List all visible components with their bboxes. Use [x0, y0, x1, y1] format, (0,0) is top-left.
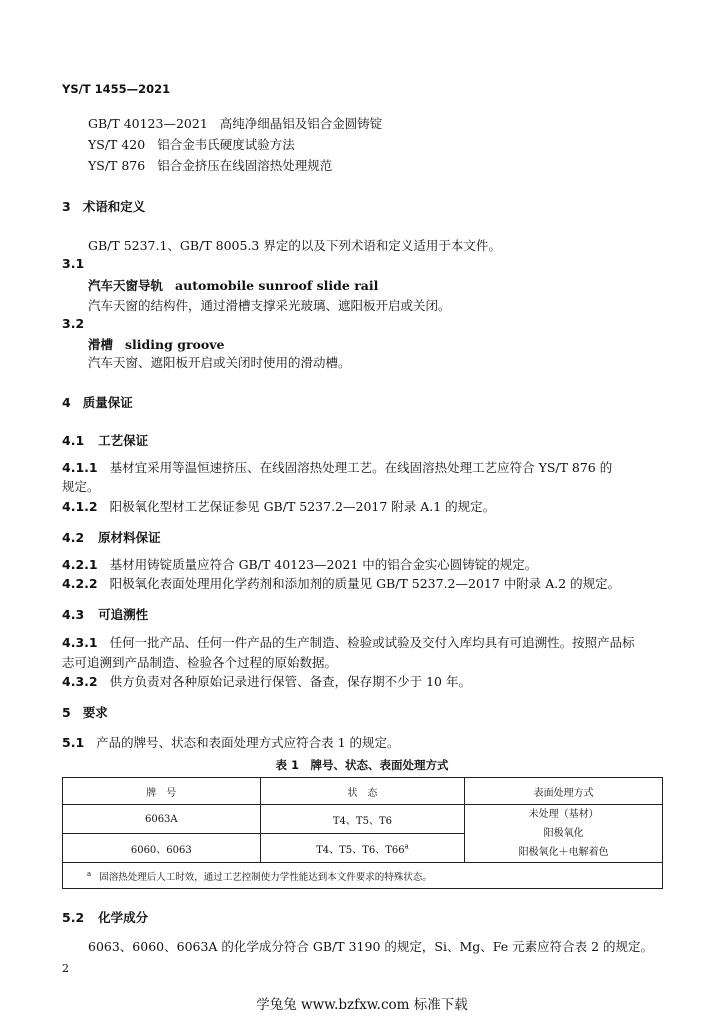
- surface-option: 阳极氧化: [543, 828, 584, 839]
- clause-text: 阳极氧化型材工艺保证参见 GB/T 5237.2—2017 附录 A.1 的规定。: [109, 499, 496, 514]
- subsection-4-2-heading: [62, 528, 161, 546]
- footnote-marker: a: [404, 842, 409, 851]
- term-chinese: 滑槽: [88, 337, 114, 352]
- reference-code: YS/T 876: [88, 158, 146, 173]
- table-note: [63, 863, 663, 889]
- term-3-2-definition: 汽车天窗、遮阳板开启或关闭时使用的滑动槽。: [88, 355, 351, 370]
- clause-number: 5.1: [62, 735, 85, 750]
- reference-line-2: [88, 135, 295, 153]
- page-number: 2: [62, 962, 69, 975]
- term-3-1-number: 3.1: [62, 256, 85, 271]
- term-english: automobile sunroof slide rail: [175, 278, 379, 293]
- clause-number: 4.1.1: [62, 460, 98, 475]
- clause-5-1: [62, 733, 400, 751]
- section-title: 质量保证: [82, 395, 133, 410]
- grade-cell: 6063A: [63, 805, 261, 834]
- table-1: [62, 777, 663, 889]
- clause-text: 产品的牌号、状态和表面处理方式应符合表 1 的规定。: [96, 735, 400, 750]
- clause-4-3-1-continuation: 志可追溯到产品制造、检验各个过程的原始数据。: [62, 655, 338, 670]
- column-header-temper: 状 态: [260, 778, 465, 805]
- clause-text: 任何一批产品、任何一件产品的生产制造、检验或试验及交付入库均具有可追溯性。按照产品标: [109, 635, 635, 650]
- table-1-title: 表 1 牌号、状态、表面处理方式: [275, 758, 449, 772]
- clause-text: 供方负责对各种原始记录进行保管、备查，保存期不少于 10 年。: [109, 674, 471, 689]
- subsection-number: 5.2: [62, 910, 85, 925]
- section-number: 4: [62, 395, 71, 410]
- clause-4-3-1: [62, 633, 635, 651]
- section-3-intro: GB/T 5237.1、GB/T 8005.3 界定的以及下列术语和定义适用于本文件。: [88, 238, 501, 253]
- section-title: 要求: [82, 705, 108, 720]
- footer-watermark: 学兔兔 www.bzfxw.com 标准下载: [256, 997, 468, 1013]
- clause-4-1-1: [62, 458, 612, 476]
- subsection-4-3-heading: [62, 605, 148, 623]
- clause-number: 4.1.2: [62, 499, 98, 514]
- subsection-5-2-heading: [62, 908, 148, 926]
- reference-title: 铝合金韦氏硬度试验方法: [157, 137, 295, 152]
- clause-4-1-2: [62, 497, 495, 515]
- reference-code: GB/T 40123—2021: [88, 116, 208, 131]
- grade-cell: 6060、6063: [63, 834, 261, 863]
- table-note-row: [63, 863, 663, 889]
- reference-line-3: [88, 156, 332, 174]
- surface-treatment-cell: [465, 805, 663, 863]
- term-3-1-definition: 汽车天窗的结构件，通过滑槽支撑采光玻璃、遮阳板开启或关闭。: [88, 298, 451, 313]
- clause-4-1-1-continuation: 规定。: [62, 479, 100, 494]
- clause-4-3-2: [62, 672, 471, 690]
- subsection-title: 原材料保证: [98, 530, 161, 545]
- subsection-title: 可追溯性: [98, 607, 149, 622]
- reference-title: 高纯净细晶铝及铝合金圆铸锭: [219, 116, 383, 131]
- subsection-number: 4.2: [62, 530, 85, 545]
- footnote-marker: a: [87, 869, 92, 878]
- subsection-title: 工艺保证: [98, 433, 149, 448]
- document-code-header: YS/T 1455—2021: [62, 82, 171, 96]
- section-5-heading: [62, 703, 108, 721]
- subsection-4-1-heading: [62, 431, 148, 449]
- subsection-title: 化学成分: [98, 910, 149, 925]
- term-3-2-heading: [88, 335, 224, 353]
- clause-5-2-text: 6063、6060、6063A 的化学成分符合 GB/T 3190 的规定，Si、Mg、Fe 元素应符合表 2 的规定。: [88, 939, 654, 954]
- clause-number: 4.3.2: [62, 674, 98, 689]
- column-header-grade: 牌 号: [63, 778, 261, 805]
- footnote-text: 固溶热处理后人工时效，通过工艺控制使力学性能达到本文件要求的特殊状态。: [99, 871, 432, 883]
- section-number: 3: [62, 199, 71, 214]
- clause-text: 基材用铸锭质量应符合 GB/T 40123—2021 中的铝合金实心圆铸锭的规定。: [109, 557, 538, 572]
- clause-number: 4.2.2: [62, 576, 98, 591]
- temper-cell: [260, 834, 465, 863]
- table-row: [63, 805, 663, 834]
- surface-option: 阳极氧化＋电解着色: [518, 847, 609, 858]
- reference-title: 铝合金挤压在线固溶热处理规范: [157, 158, 333, 173]
- clause-text: 阳极氧化表面处理用化学药剂和添加剂的质量见 GB/T 5237.2—2017 中附录 A.2 的规定。: [109, 576, 621, 591]
- term-english: sliding groove: [125, 337, 225, 352]
- reference-line-1: [88, 114, 382, 132]
- term-3-2-number: 3.2: [62, 316, 85, 331]
- temper-cell: T4、T5、T6: [260, 805, 465, 834]
- section-title: 术语和定义: [82, 199, 146, 214]
- temper-value: T4、T5、T6、T66: [316, 844, 405, 856]
- clause-text: 基材宜采用等温恒速挤压、在线固溶热处理工艺。在线固溶热处理工艺应符合 YS/T 876 的: [109, 460, 613, 475]
- section-3-heading: [62, 197, 145, 215]
- clause-4-2-2: [62, 574, 620, 592]
- clause-4-2-1: [62, 555, 537, 573]
- clause-number: 4.3.1: [62, 635, 98, 650]
- subsection-number: 4.3: [62, 607, 85, 622]
- clause-number: 4.2.1: [62, 557, 98, 572]
- subsection-number: 4.1: [62, 433, 85, 448]
- term-chinese: 汽车天窗导轨: [88, 278, 164, 293]
- term-3-1-heading: [88, 276, 378, 294]
- section-4-heading: [62, 393, 133, 411]
- surface-option: 未处理（基材）: [528, 809, 599, 820]
- section-number: 5: [62, 705, 71, 720]
- column-header-surface-treatment: 表面处理方式: [465, 778, 663, 805]
- reference-code: YS/T 420: [88, 137, 146, 152]
- table-header-row: [63, 778, 663, 805]
